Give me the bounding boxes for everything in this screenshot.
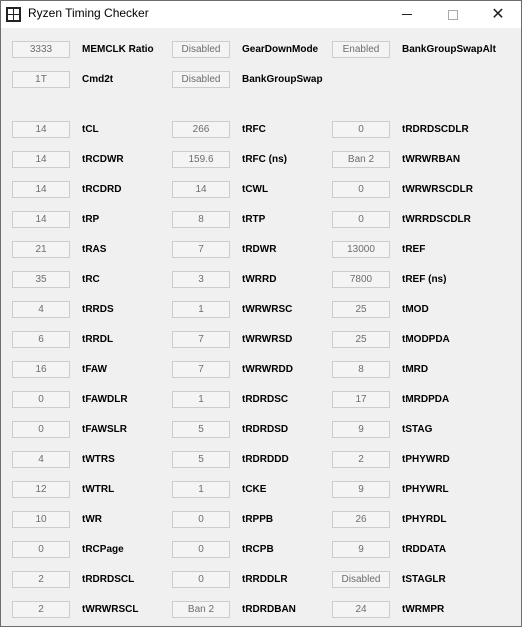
trdrdscdlr-value: 0	[332, 121, 390, 138]
tphyrdl-value: 26	[332, 511, 390, 528]
tcke-value: 1	[172, 481, 230, 498]
twrrd-value: 3	[172, 271, 230, 288]
bankgroupswap-label: BankGroupSwap	[242, 74, 323, 85]
app-icon	[6, 7, 21, 22]
twrwrscdlr-value: 0	[332, 181, 390, 198]
trrds-label: tRRDS	[82, 304, 114, 315]
trfc-ns-value: 159.6	[172, 151, 230, 168]
tmrdpda-label: tMRDPDA	[402, 394, 450, 405]
trfc-ns-label: tRFC (ns)	[242, 154, 287, 165]
trfc-label: tRFC	[242, 124, 266, 135]
tcke-label: tCKE	[242, 484, 267, 495]
tfawdlr-value: 0	[12, 391, 70, 408]
cmd2t-label: Cmd2t	[82, 74, 114, 85]
trdrdban-label: tRDRDBAN	[242, 604, 296, 615]
tstag-value: 9	[332, 421, 390, 438]
bankgroupswapalt-label: BankGroupSwapAlt	[402, 44, 496, 55]
trdrddd-label: tRDRDDD	[242, 454, 289, 465]
maximize-button[interactable]	[430, 1, 476, 28]
tstaglr-label: tSTAGLR	[402, 574, 446, 585]
tphywrl-value: 9	[332, 481, 390, 498]
maximize-icon	[448, 10, 458, 20]
twrrdscdlr-label: tWRRDSCDLR	[402, 214, 471, 225]
twrrdscdlr-value: 0	[332, 211, 390, 228]
trcdwr-label: tRCDWR	[82, 154, 124, 165]
twrwrdd-label: tWRWRDD	[242, 364, 293, 375]
tras-value: 21	[12, 241, 70, 258]
twrwrscdlr-label: tWRWRSCDLR	[402, 184, 473, 195]
title-bar[interactable]	[1, 1, 521, 28]
tref-value: 13000	[332, 241, 390, 258]
trtp-value: 8	[172, 211, 230, 228]
tcl-label: tCL	[82, 124, 99, 135]
trrddlr-label: tRRDDLR	[242, 574, 288, 585]
twrwrsc-label: tWRWRSC	[242, 304, 293, 315]
trcpb-label: tRCPB	[242, 544, 274, 555]
geardownmode-value: Disabled	[172, 41, 230, 58]
tphywrl-label: tPHYWRL	[402, 484, 449, 495]
twtrs-value: 4	[12, 451, 70, 468]
tcwl-label: tCWL	[242, 184, 269, 195]
memclk-ratio-value: 3333	[12, 41, 70, 58]
trdwr-value: 7	[172, 241, 230, 258]
twrrd-label: tWRRD	[242, 274, 277, 285]
trcpage-value: 0	[12, 541, 70, 558]
twrwrsd-label: tWRWRSD	[242, 334, 293, 345]
trrddlr-value: 0	[172, 571, 230, 588]
tphywrd-label: tPHYWRD	[402, 454, 450, 465]
trddata-value: 9	[332, 541, 390, 558]
twrwrdd-value: 7	[172, 361, 230, 378]
trdrdscl-value: 2	[12, 571, 70, 588]
tmod-value: 25	[332, 301, 390, 318]
tmrd-label: tMRD	[402, 364, 429, 375]
twr-label: tWR	[82, 514, 102, 525]
twr-value: 10	[12, 511, 70, 528]
bankgroupswapalt-value: Enabled	[332, 41, 390, 58]
twrwrsc-value: 1	[172, 301, 230, 318]
twrwrban-value: Ban 2	[332, 151, 390, 168]
trppb-label: tRPPB	[242, 514, 274, 525]
tfawslr-value: 0	[12, 421, 70, 438]
trdrddd-value: 5	[172, 451, 230, 468]
close-icon: ✕	[491, 5, 505, 23]
trc-value: 35	[12, 271, 70, 288]
cmd2t-value: 1T	[12, 71, 70, 88]
tcwl-value: 14	[172, 181, 230, 198]
trdrdsd-value: 5	[172, 421, 230, 438]
tras-label: tRAS	[82, 244, 107, 255]
twrwrscl-label: tWRWRSCL	[82, 604, 139, 615]
trfc-value: 266	[172, 121, 230, 138]
trdrdscdlr-label: tRDRDSCDLR	[402, 124, 469, 135]
trc-label: tRC	[82, 274, 100, 285]
tmrd-value: 8	[332, 361, 390, 378]
trdrdsc-label: tRDRDSC	[242, 394, 289, 405]
trdwr-label: tRDWR	[242, 244, 277, 255]
trp-value: 14	[12, 211, 70, 228]
trrds-value: 4	[12, 301, 70, 318]
close-button[interactable]	[475, 1, 521, 28]
tphywrd-value: 2	[332, 451, 390, 468]
trcpb-value: 0	[172, 541, 230, 558]
tmrdpda-value: 17	[332, 391, 390, 408]
bankgroupswap-value: Disabled	[172, 71, 230, 88]
twrmpr-value: 24	[332, 601, 390, 618]
tfawdlr-label: tFAWDLR	[82, 394, 128, 405]
minimize-icon	[402, 14, 412, 15]
tstaglr-value: Disabled	[332, 571, 390, 588]
trdrdscl-label: tRDRDSCL	[82, 574, 135, 585]
twtrl-value: 12	[12, 481, 70, 498]
trdrdsc-value: 1	[172, 391, 230, 408]
memclk-ratio-label: MEMCLK Ratio	[82, 44, 154, 55]
twrwrscl-value: 2	[12, 601, 70, 618]
trrdl-value: 6	[12, 331, 70, 348]
trddata-label: tRDDATA	[402, 544, 447, 555]
trppb-value: 0	[172, 511, 230, 528]
tref-label: tREF	[402, 244, 426, 255]
trp-label: tRP	[82, 214, 100, 225]
window-title: Ryzen Timing Checker	[28, 6, 149, 20]
tfaw-value: 16	[12, 361, 70, 378]
tref-ns-value: 7800	[332, 271, 390, 288]
tcl-value: 14	[12, 121, 70, 138]
tphyrdl-label: tPHYRDL	[402, 514, 447, 525]
trtp-label: tRTP	[242, 214, 266, 225]
trcpage-label: tRCPage	[82, 544, 124, 555]
twrmpr-label: tWRMPR	[402, 604, 445, 615]
trcdwr-value: 14	[12, 151, 70, 168]
tfaw-label: tFAW	[82, 364, 107, 375]
trcdrd-value: 14	[12, 181, 70, 198]
geardownmode-label: GearDownMode	[242, 44, 319, 55]
twrwrsd-value: 7	[172, 331, 230, 348]
tmodpda-label: tMODPDA	[402, 334, 450, 345]
twrwrban-label: tWRWRBAN	[402, 154, 461, 165]
tfawslr-label: tFAWSLR	[82, 424, 127, 435]
tstag-label: tSTAG	[402, 424, 433, 435]
trrdl-label: tRRDL	[82, 334, 114, 345]
minimize-button[interactable]	[384, 1, 430, 28]
tmodpda-value: 25	[332, 331, 390, 348]
twtrl-label: tWTRL	[82, 484, 115, 495]
trcdrd-label: tRCDRD	[82, 184, 122, 195]
trdrdban-value: Ban 2	[172, 601, 230, 618]
tmod-label: tMOD	[402, 304, 429, 315]
twtrs-label: tWTRS	[82, 454, 115, 465]
tref-ns-label: tREF (ns)	[402, 274, 447, 285]
trdrdsd-label: tRDRDSD	[242, 424, 289, 435]
